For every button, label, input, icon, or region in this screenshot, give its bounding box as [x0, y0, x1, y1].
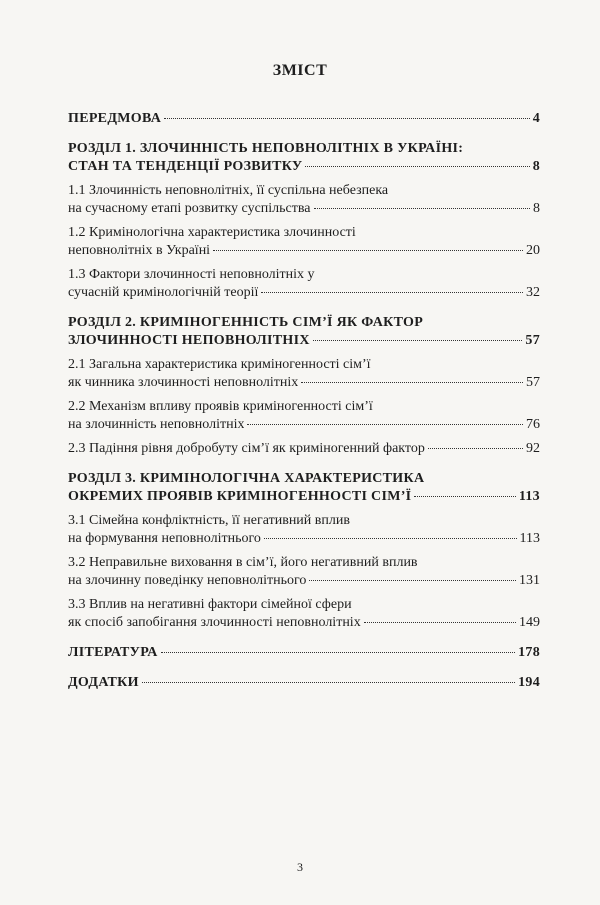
toc-page-number: 113 [518, 489, 540, 504]
dot-leader [247, 424, 523, 425]
toc-entry-section-2-3 [68, 440, 540, 458]
toc-entry-text: ЛІТЕРАТУРА [68, 645, 158, 660]
toc-entry-text: як чинника злочинності неповнолітніх [68, 375, 299, 390]
dot-leader [364, 622, 516, 623]
toc-page-number: 57 [525, 333, 540, 348]
toc-entry-section-3-3 [68, 614, 540, 632]
toc-page-number: 8 [533, 201, 540, 216]
toc-page-number: 4 [532, 111, 540, 126]
toc-chapter1-line1: РОЗДІЛ 1. ЗЛОЧИННІСТЬ НЕПОВНОЛІТНІХ В УКРАЇНІ: [68, 141, 464, 156]
dot-leader [301, 382, 523, 383]
toc-entry-foreword [68, 110, 540, 128]
toc-entry-section-1-1 [68, 200, 540, 218]
page-number: 3 [297, 860, 303, 874]
toc-entry-text: ДОДАТКИ [68, 675, 139, 690]
toc-entry-text: на злочинність неповнолітніх [68, 417, 245, 432]
toc-page-number: 8 [532, 159, 540, 174]
toc-section-3-2-line1: 3.2 Неправильне виховання в сім’ї, його негативний вплив [68, 555, 418, 570]
toc-entry-section-2-1 [68, 374, 540, 392]
toc-entry-text: на формування неповнолітнього [68, 531, 261, 546]
toc-entry-chapter3 [68, 488, 540, 506]
toc-entry-text: ПЕРЕДМОВА [68, 111, 162, 126]
toc-page-number: 92 [526, 441, 540, 456]
toc-entry-section-1-3 [68, 284, 540, 302]
toc-entry-chapter1 [68, 158, 540, 176]
toc-section-1-2-line1: 1.2 Кримінологічна характеристика злочинності [68, 225, 356, 240]
toc-page-number: 32 [526, 285, 540, 300]
toc-entry-text: на злочинну поведінку неповнолітнього [68, 573, 307, 588]
dot-leader [314, 208, 530, 209]
dot-leader [142, 682, 515, 683]
toc-page-number: 178 [518, 645, 540, 660]
toc-title: ЗМІСТ [272, 62, 328, 79]
toc-page-number: 149 [519, 615, 540, 630]
toc-entry-literature [68, 644, 540, 662]
toc-chapter3-line1: РОЗДІЛ 3. КРИМІНОЛОГІЧНА ХАРАКТЕРИСТИКА [68, 471, 425, 486]
toc-entry-section-3-1 [68, 530, 540, 548]
toc-page-number: 194 [518, 675, 540, 690]
toc-page-number: 113 [519, 531, 540, 546]
toc-entry-appendices [68, 674, 540, 692]
toc-entry-chapter2 [68, 332, 540, 350]
toc-entry-text: 2.3 Падіння рівня добробуту сім’ї як криміногенний фактор [68, 441, 425, 456]
toc-section-3-3-line1: 3.3 Вплив на негативні фактори сімейної сфери [68, 597, 352, 612]
toc-section-1-3-line1: 1.3 Фактори злочинності неповнолітніх у [68, 267, 315, 282]
toc-entry-text: ОКРЕМИХ ПРОЯВІВ КРИМІНОГЕННОСТІ СІМ’Ї [68, 489, 412, 504]
toc-entry-section-1-2 [68, 242, 540, 260]
toc-page-number: 20 [526, 243, 540, 258]
toc-entry-text: неповнолітніх в Україні [68, 243, 211, 258]
toc-entry-text: сучасній кримінологічній теорії [68, 285, 259, 300]
toc-entry-text: на сучасному етапі розвитку суспільства [68, 201, 311, 216]
dot-leader [264, 538, 517, 539]
toc-section-2-1-line1: 2.1 Загальна характеристика криміногенності сім’ї [68, 357, 371, 372]
toc-page-number: 131 [519, 573, 540, 588]
toc-entry-section-2-2 [68, 416, 540, 434]
toc-section-1-1-line1: 1.1 Злочинність неповнолітніх, її суспільна небезпека [68, 183, 389, 198]
toc-section-2-2-line1: 2.2 Механізм впливу проявів криміногенності сім’ї [68, 399, 373, 414]
dot-leader [305, 166, 529, 167]
dot-leader [414, 496, 515, 497]
dot-leader [261, 292, 523, 293]
toc-entry-section-3-2 [68, 572, 540, 590]
dot-leader [213, 250, 523, 251]
toc-chapter2-line1: РОЗДІЛ 2. КРИМІНОГЕННІСТЬ СІМ’Ї ЯК ФАКТОР [68, 315, 424, 330]
toc-page-number: 57 [526, 375, 540, 390]
toc-entry-text: СТАН ТА ТЕНДЕНЦІЇ РОЗВИТКУ [68, 159, 303, 174]
toc-section-3-1-line1: 3.1 Сімейна конфліктність, її негативний вплив [68, 513, 350, 528]
dot-leader [164, 118, 530, 119]
dot-leader [309, 580, 516, 581]
dot-leader [313, 340, 523, 341]
dot-leader [161, 652, 515, 653]
toc-entry-text: як спосіб запобігання злочинності неповнолітніх [68, 615, 361, 630]
table-of-contents [68, 110, 540, 692]
toc-page-number: 76 [526, 417, 540, 432]
toc-entry-text: ЗЛОЧИННОСТІ НЕПОВНОЛІТНІХ [68, 333, 310, 348]
dot-leader [428, 448, 523, 449]
